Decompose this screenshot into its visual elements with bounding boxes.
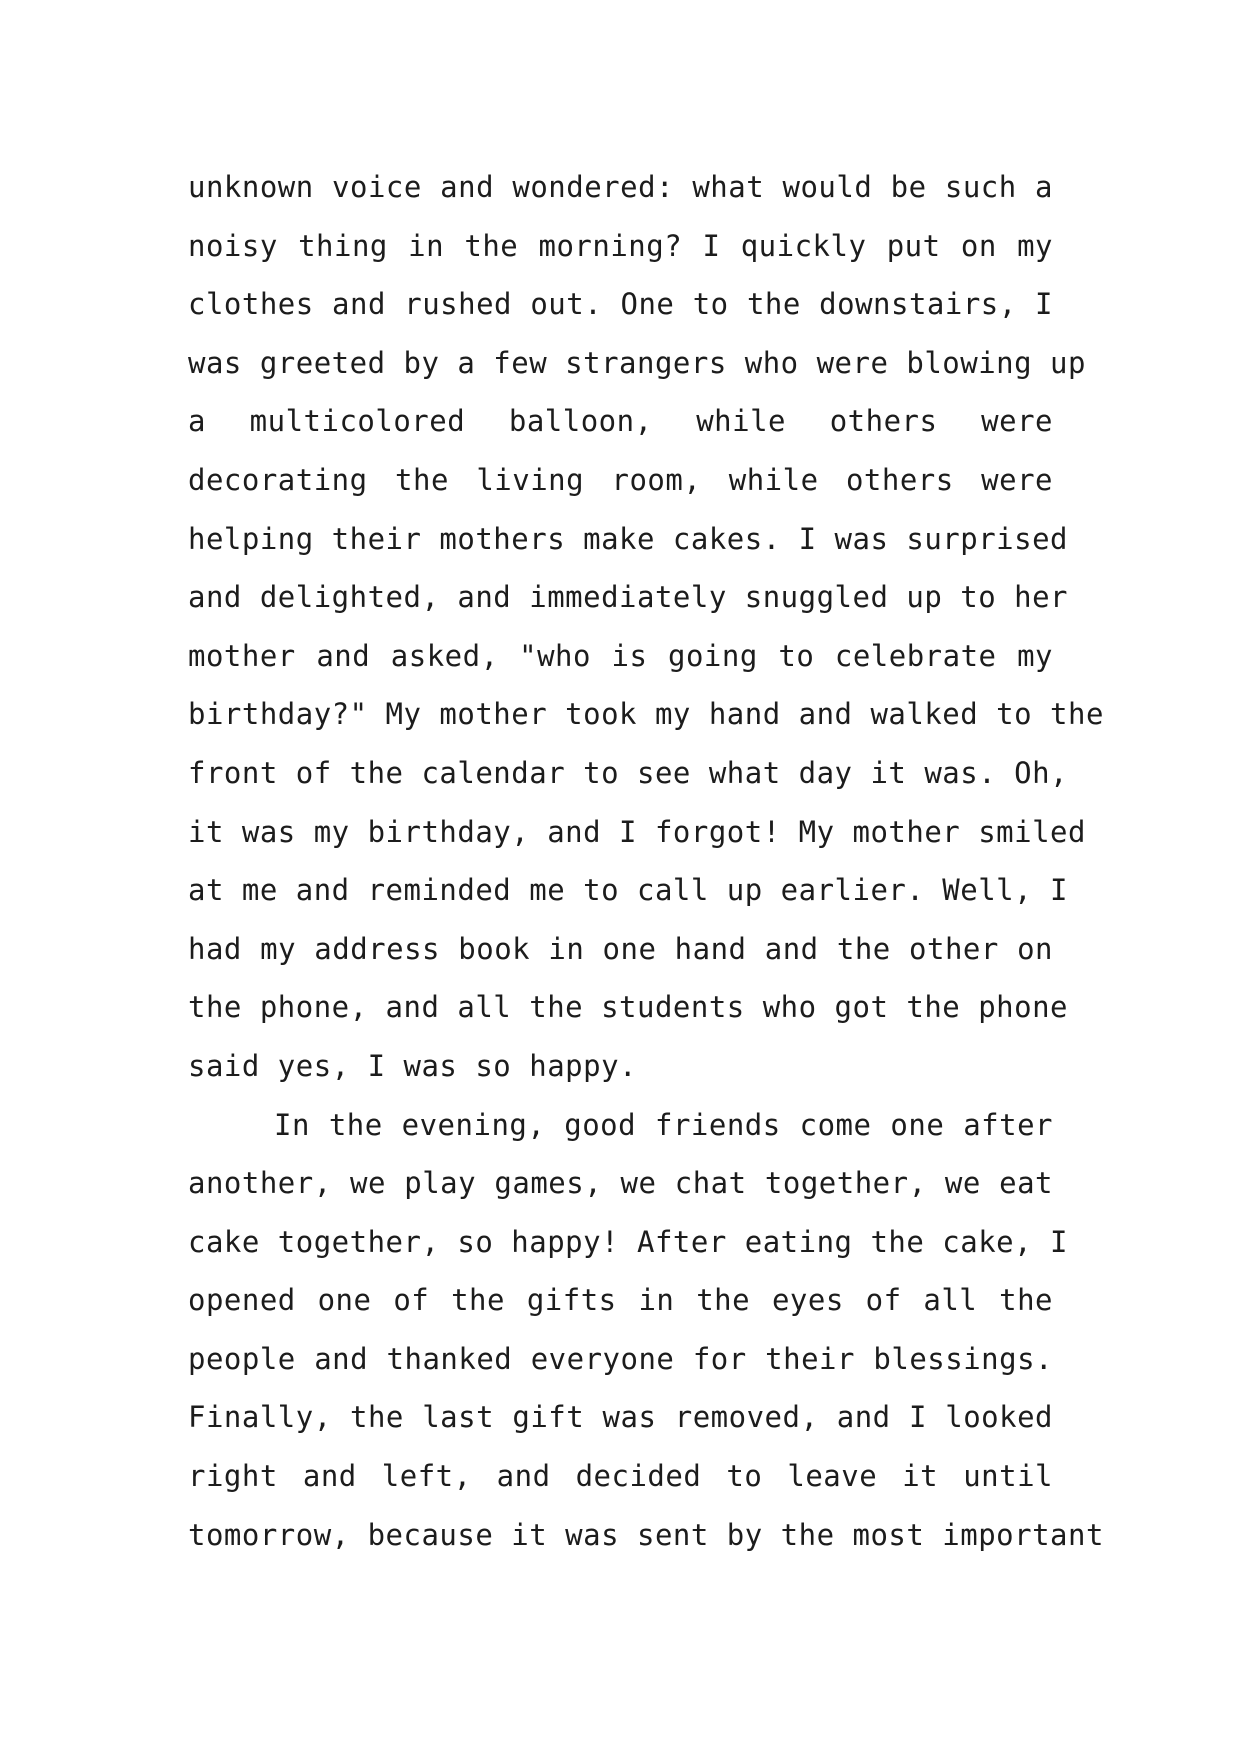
- text-line: it was my birthday, and I forgot! My mother smiled: [188, 814, 1086, 849]
- text-line: people and thanked everyone for their blessings.: [188, 1341, 1053, 1376]
- text-line: another, we play games, we chat together, we eat: [188, 1166, 1053, 1201]
- text-line: noisy thing in the morning? I quickly put on my: [188, 228, 1053, 263]
- paragraph-1: [188, 158, 1104, 1096]
- text-line: mother and asked, "who is going to celebrate my: [188, 638, 1053, 673]
- text-line: clothes and rushed out. One to the downstairs, I: [188, 287, 1053, 322]
- text-line: a multicolored balloon, while others were: [188, 404, 1053, 439]
- text-line: at me and reminded me to call up earlier. Well, I: [188, 873, 1069, 908]
- text-line: and delighted, and immediately snuggled up to her: [188, 580, 1069, 615]
- text-line: tomorrow, because it was sent by the most important: [188, 1517, 1104, 1552]
- document-body: [188, 158, 1104, 1564]
- text-line: right and left, and decided to leave it until: [188, 1459, 1053, 1494]
- text-line: was greeted by a few strangers who were blowing up: [188, 345, 1086, 380]
- text-line: unknown voice and wondered: what would be such a: [188, 170, 1053, 204]
- text-line: In the evening, good friends come one after: [274, 1107, 1053, 1142]
- text-line: front of the calendar to see what day it was. Oh,: [188, 755, 1069, 790]
- text-line: Finally, the last gift was removed, and I looked: [188, 1400, 1053, 1435]
- text-line: helping their mothers make cakes. I was surprised: [188, 521, 1069, 556]
- text-line: decorating the living room, while others were: [188, 462, 1053, 497]
- paragraph-2: [188, 1096, 1104, 1565]
- text-line: cake together, so happy! After eating the cake, I: [188, 1224, 1069, 1259]
- text-line: had my address book in one hand and the other on: [188, 931, 1053, 966]
- text-line: birthday?" My mother took my hand and walked to the: [188, 697, 1104, 732]
- text-line: said yes, I was so happy.: [188, 1048, 637, 1083]
- text-line: the phone, and all the students who got the phone: [188, 990, 1069, 1025]
- text-line: opened one of the gifts in the eyes of all the: [188, 1283, 1053, 1318]
